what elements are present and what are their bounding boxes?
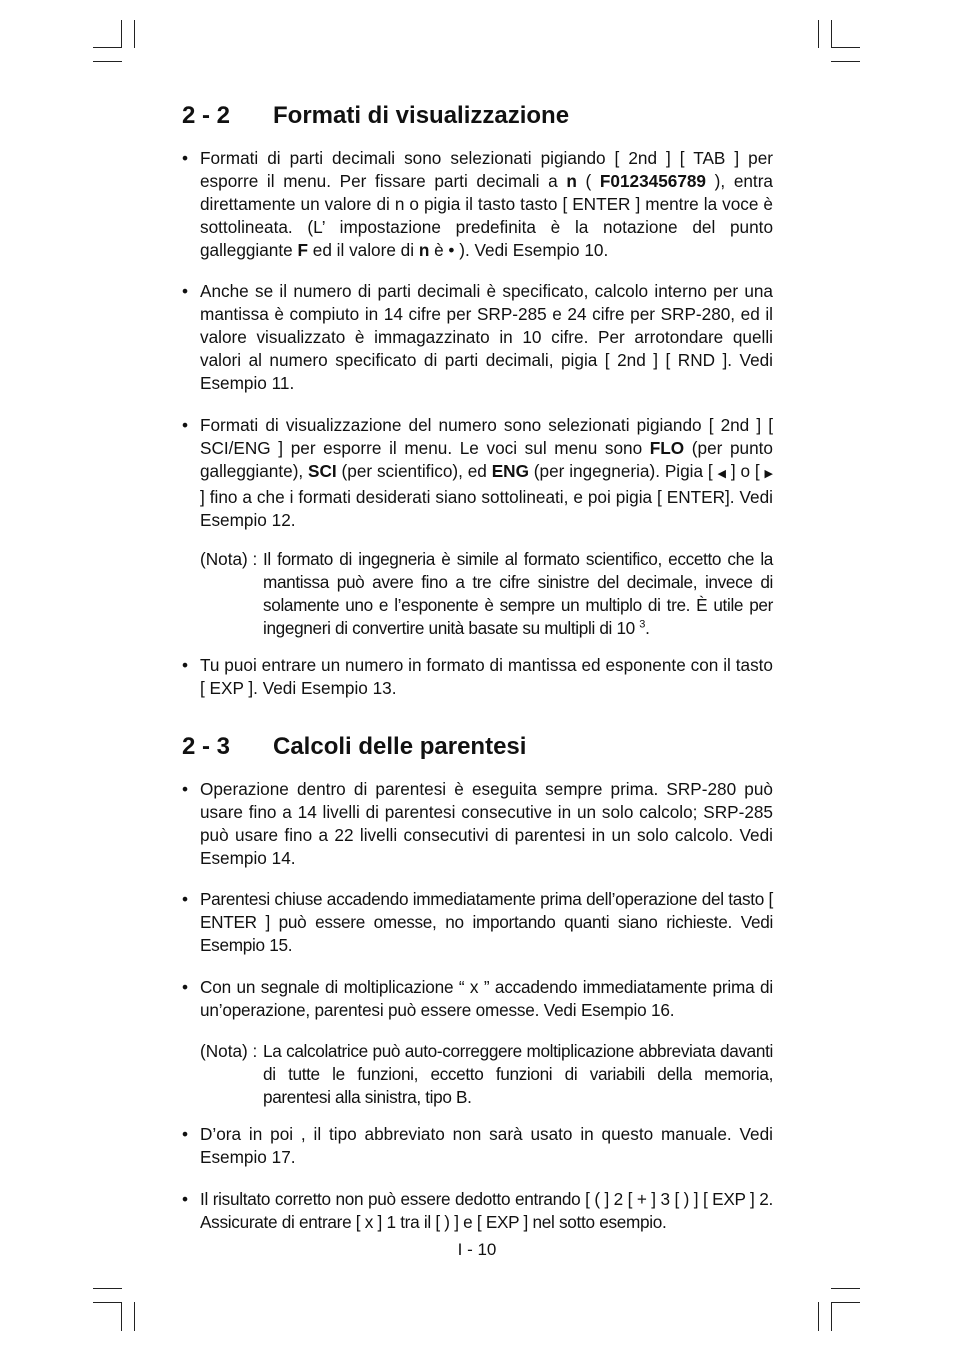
bullet-text: Parentesi chiuse accadendo immediatamente prima dell’operazione del tasto [ ENTER ] può essere omesse, no importando quanti siano richieste. Vedi Esempio 15. [200,889,773,955]
bullet-item [182,778,773,870]
bullet-text: D’ora in poi , il tipo abbreviato non sarà usato in questo manuale. Vedi Esempio 17. [200,1124,773,1167]
section-heading [182,102,569,130]
crop-mark [818,1302,819,1331]
note [200,1040,773,1109]
bullet-item [182,1188,773,1234]
bullet-item [182,654,773,700]
bullet-icon: • [182,1124,189,1144]
note-label: (Nota) : [200,549,258,569]
crop-mark [134,1302,135,1331]
bullet-text: Con un segnale di moltiplicazione “ x ” accadendo immediatamente prima di un’operazione, parentesi può essere omesse. Vedi Esempio 16. [200,977,773,1020]
crop-mark [93,61,122,62]
crop-mark [831,1302,860,1303]
bullet-text: Formati di visualizzazione del numero sono selezionati pigiando [ 2nd ] [ SCI/ENG ] per esporre il menu. Le voci sul menu sono FLO (per punto galleggiante), SCI (per scientifico), ed ENG (per ingegneria). Pigia [ ◀ ] o [ ▶ ] fino a che i formati desiderati siano sottolineati, e poi pigia [ ENTER]. Vedi Esempio 12. [200,415,773,530]
bullet-icon: • [182,977,189,997]
crop-mark [93,1288,122,1289]
crop-mark [831,1302,832,1331]
crop-mark [831,61,860,62]
crop-mark [121,20,122,48]
bullet-text: Tu puoi entrare un numero in formato di mantissa ed esponente con il tasto [ EXP ]. Vedi Esempio 13. [200,655,773,698]
bullet-item [182,976,773,1022]
section-title: Formati di visualizzazione [273,102,570,129]
page-number: I - 10 [457,1240,497,1259]
bullet-item [182,147,773,262]
bullet-text: Il risultato corretto non può essere dedotto entrando [ ( ] 2 [ + ] 3 [ ) ] [ EXP ] 2. Assicurate di entrare [ x ] 1 tra il [ ) ] e [ EXP ] nel sotto esempio. [200,1189,773,1232]
bullet-icon: • [182,1189,189,1209]
bullet-icon: • [182,889,189,909]
note [200,548,773,640]
bullet-icon: • [182,148,189,168]
crop-mark [818,20,819,48]
bullet-icon: • [182,281,189,301]
crop-mark [831,20,832,48]
bullet-text: Formati di parti decimali sono selezionati pigiando [ 2nd ] [ TAB ] per esporre il menu. Per fissare parti decimali a n ( F0123456789 ), entra direttamente un valore di n o pigia il tasto tasto [ ENTER ] mentre la voce è sottolineata. (L’ impostazione predefinita è la notazione del punto galleggiante F ed il valore di n è • ). Vedi Esempio 10. [200,148,773,260]
bullet-item [182,1123,773,1169]
crop-mark [93,47,122,48]
note-text: Il formato di ingegneria è simile al formato scientifico, eccetto che la mantissa può avere fino a tre cifre sinistre del decimale, invece di solamente uno e l’esponente è sempre un multiplo di tre. È utile per ingegneri di convertire unità basate su multipli di 10 $^3$. [263,549,773,638]
section-number: 2 - 2 [182,102,231,129]
bullet-text: Anche se il numero di parti decimali è specificato, calcolo interno per una mantissa è compiuto in 14 cifre per SRP-285 e 24 cifre per SRP-280, ed il valore visualizzato è immagazzinato in 10 cifre. Per arrotondare quelli valori al numero specificato di parti decimali, pigia [ 2nd ] [ RND ]. Vedi Esempio 11. [200,281,773,393]
bullet-item [182,280,773,395]
crop-mark [121,1302,122,1331]
bullet-icon: • [182,779,189,799]
crop-mark [93,1302,122,1303]
left-arrow-icon: ◀ [717,468,727,480]
right-arrow-icon: ▶ [764,468,773,480]
note-label: (Nota) : [200,1041,258,1061]
crop-mark [831,47,860,48]
section-title: Calcoli delle parentesi [273,733,527,760]
bullet-icon: • [182,655,189,675]
bullet-text: Operazione dentro di parentesi è eseguita sempre prima. SRP-280 può usare fino a 14 livelli di parentesi consecutive in un solo calcolo; SRP-285 può usare fino a 22 livelli consecutivi di parentesi in un solo calcolo. Vedi Esempio 14. [200,779,773,868]
bullet-dot-symbol: • [448,240,455,260]
crop-mark [831,1288,860,1289]
bullet-item [182,414,773,532]
section-heading [182,733,526,761]
bullet-icon: • [182,415,189,435]
bullet-item [182,888,773,957]
crop-mark [134,20,135,48]
note-text: La calcolatrice può auto-correggere moltiplicazione abbreviata davanti di tutte le funzioni, eccetto funzioni di variabili della memoria, parentesi alla sinistra, tipo B. [263,1041,773,1107]
section-number: 2 - 3 [182,733,231,760]
